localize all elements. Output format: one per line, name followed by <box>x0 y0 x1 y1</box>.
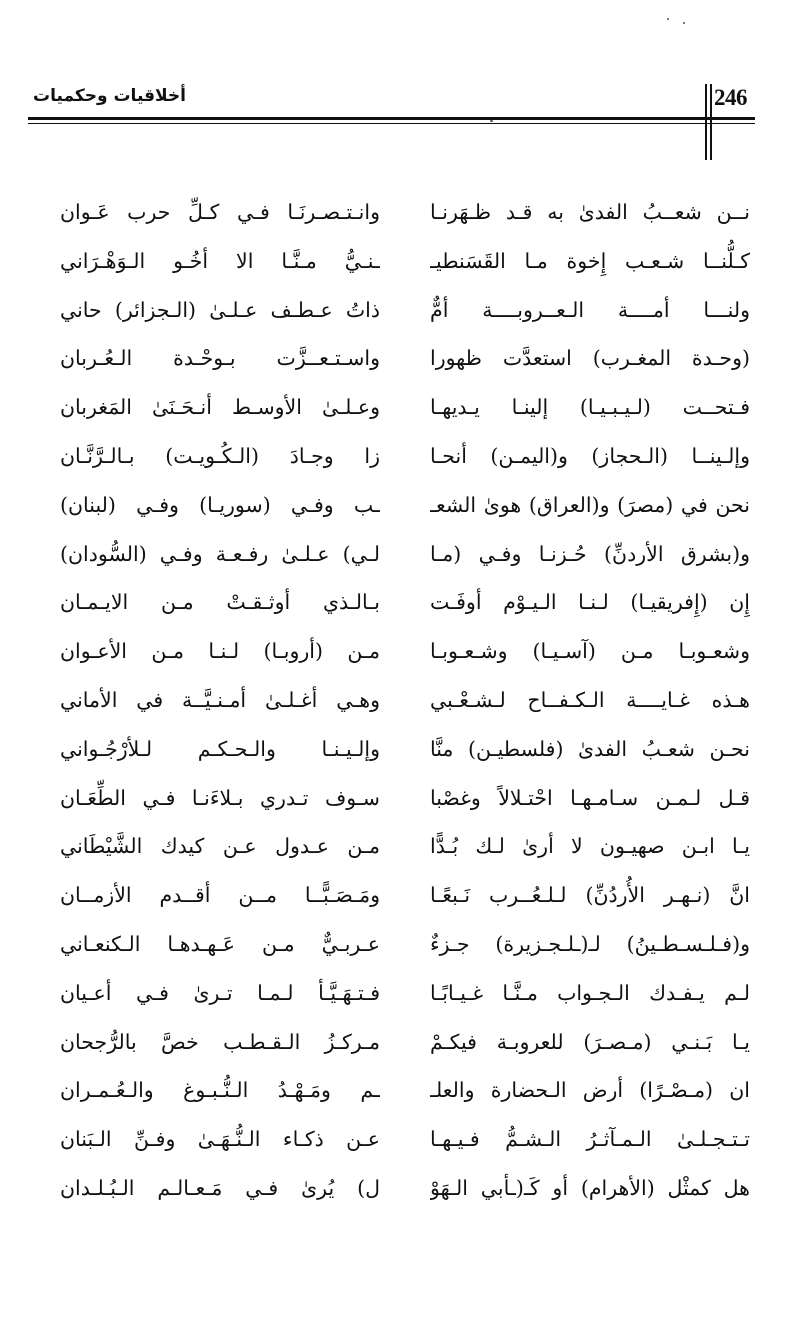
verse-line: ـم ومَـهْـدُ الـنُّـبـوغ والـعُـمـران <box>60 1078 380 1103</box>
verse-line: و(فـلـسـطـينُ) لـ(ـلـجـزيرة) جـزءٌ <box>430 931 750 956</box>
verse-line: زا وجـادَ (الـكُـويـت) بـالـرَّنَّـان <box>60 443 380 468</box>
poem-right-column <box>430 188 750 1213</box>
verse-line: قـل لـمـن سـامـهـا احْتـلالاً وغصْبا <box>430 785 750 810</box>
verse-line: وشعـوبـا مـن (آسـيـا) وشـعـوبـا <box>430 639 750 664</box>
verse-line: فـتحــت (لـيـبـيـا) إلينـا يـديهـا <box>430 395 750 420</box>
verse-line: نحن في (مصرَ) و(العراق) هوىٰ الشعـ <box>430 492 750 517</box>
scan-speck <box>683 22 685 24</box>
verse-line: نــن شعــبُ الفدىٰ به قـد ظـهَرنـا <box>430 200 750 224</box>
verse-line: يـا ابـن صهيـون لا أرىٰ لـك بُـدًّا <box>430 834 750 859</box>
page-number: 246 <box>714 85 747 110</box>
verse-line: انَّ (نـهـر الأُردُنِّ) لـلـعُــرب نَـبعًـا <box>430 883 750 908</box>
verse-line: تـتـجـلـىٰ الـمـآثـرُ الـشـمُّ فـيـهـا <box>430 1127 750 1152</box>
header-vertical-rule <box>710 84 712 160</box>
verse-line: ومَـصَـبًّــا مــن أقــدم الأزمــان <box>60 883 380 908</box>
verse-line: وانـتـصـرنَـا فـي كـلِّ حرب عَـوان <box>60 200 380 224</box>
verse-line: وهـي أغـلـىٰ أمـنـيَّــة في الأماني <box>60 687 380 712</box>
verse-line: (وحـدة المغـرب) استعدَّت ظهورا <box>430 346 750 371</box>
verse-line: مـن عـدول عـن كيدك الشَّيْطَاني <box>60 834 380 859</box>
verse-line: وعـلـىٰ الأوسـط أنـحَـنَىٰ المَغربان <box>60 395 380 420</box>
verse-line: يـا بَـنـي (مـصـرَ) للعروبـة فيكـمْ <box>430 1029 750 1054</box>
verse-line: نحـن شعـبُ الفدىٰ (فلسطيـن) منَّا <box>430 736 750 761</box>
verse-line: عـن ذكـاء الـنُّـهَـىٰ وفـنِّ الـبَنان <box>60 1127 380 1152</box>
verse-line: عـربـيٌّ مـن عَـهـدهـا الـكنعـاني <box>60 931 380 956</box>
verse-line: بـالـذي أوثـقـتْ مـن الايـمـان <box>60 590 380 615</box>
verse-line: كـلُّنــا شـعـب إِخوة مـا القَسَنطيـ <box>430 248 750 273</box>
verse-line: هـذه غـايــــة الـكـفــاح لـشـعْـبي <box>430 687 750 712</box>
verse-line: فـتـهَـيَّـأ لـمـا تـرىٰ فـي أعـيان <box>60 980 380 1005</box>
verse-line: ان (مـصْـرًا) أرض الـحضارة والعلـ <box>430 1078 750 1103</box>
verse-line: لـم يـفـدك الـجـواب مـنَّـا غـيـابًـا <box>430 980 750 1005</box>
verse-line: مـركـزُ الـقـطـب خصَّ بالرُّجحان <box>60 1029 380 1054</box>
verse-line: وإلـيـنـا والـحـكـم لـلأرْجُـواني <box>60 736 380 761</box>
verse-line: ـب وفـي (سوريـا) وفـي (لبنان) <box>60 492 380 517</box>
verse-line: إِن (إِفريقيـا) لـنـا الـيـوْم أوفَـت <box>430 590 750 615</box>
verse-line: هل كمثْل (الأهرام) أو كَـ(ـأبي الـهَوْ <box>430 1175 750 1200</box>
verse-line: ل) يُرىٰ فـي مَـعـالـم الـبُـلـدان <box>60 1175 380 1200</box>
header-rule-thin <box>28 123 755 124</box>
verse-line: وإلـينــا (الـحجاز) و(اليمـن) أنحـا <box>430 443 750 468</box>
header-vertical-rule <box>705 84 707 160</box>
verse-line: ولنـــا أمــــة الـعــروبــــة أمٌّ <box>430 297 750 322</box>
verse-line: لـي) عـلـىٰ رفـعـة وفـي (السُّودان) <box>60 541 380 566</box>
verse-line: ذاتُ عـطـف عـلـىٰ (الـجزائر) حاني <box>60 297 380 322</box>
scan-speck <box>490 120 493 122</box>
verse-line: سـوف تـدري بـلاءَنـا فـي الطِّعَـان <box>60 785 380 810</box>
verse-line: ـنـيُّ مـنَّـا الا أخُـو الـوَهْـرَاني <box>60 248 380 273</box>
verse-line: واسـتـعــزَّت بـوحْـدة الـعُـربان <box>60 346 380 371</box>
running-title: أخلاقيات وحكميات <box>33 86 186 106</box>
verse-line: مـن (أروبـا) لـنـا مـن الأعـوان <box>60 639 380 664</box>
scan-speck <box>667 18 669 20</box>
poem-left-column <box>60 188 380 1213</box>
header-rule-thick <box>28 117 755 120</box>
verse-line: و(بشرق الأردنِّ) حُـزنـا وفـي (مـا <box>430 541 750 566</box>
